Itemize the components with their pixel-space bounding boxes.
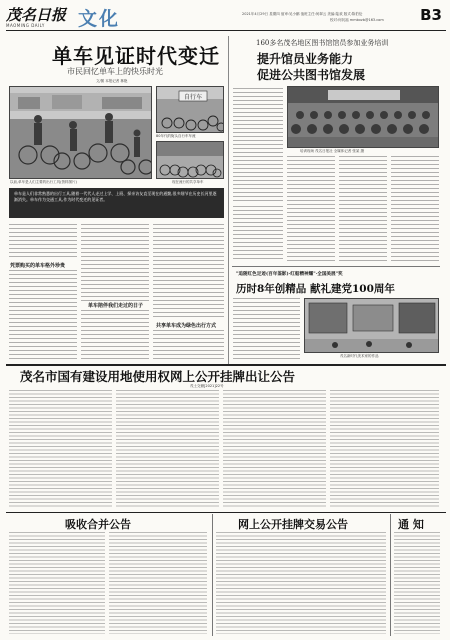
- library-training-photo: [287, 86, 439, 148]
- section-separator: [6, 364, 446, 366]
- library-body-col-1: [233, 88, 283, 202]
- library-headline-2: 促进公共图书馆发展: [257, 68, 366, 82]
- column-divider: [228, 36, 229, 364]
- merger-notice-col-2: [109, 532, 207, 634]
- library-body-col-1b: [233, 206, 283, 262]
- section-title: 文化: [78, 8, 121, 30]
- library-headline-1: 提升馆员业务能力: [257, 52, 354, 66]
- land-notice-title: 茂名市国有建设用地使用权网上公开挂牌出让公告: [20, 369, 296, 384]
- shared-bikes-photo: [156, 141, 224, 179]
- film-kicker: "追随红色足迹(百年鉴影)·红船精神耀"·全国美展"奖: [236, 272, 343, 277]
- trading-notice-body: [216, 532, 386, 634]
- bike-traffic-photo: [156, 86, 224, 133]
- paper-name: 茂名日报: [6, 6, 67, 24]
- lead-callout: [9, 188, 224, 218]
- shared-bikes-illustration: [157, 142, 224, 179]
- library-photo-caption: 培训现场 茂名日报社 全媒体记者 张某 摄: [300, 149, 364, 153]
- library-rule: [232, 266, 440, 267]
- lead-subheadline: 市民回忆单车上的快乐时光: [67, 67, 163, 76]
- lead-byline: 文/图 本报记者 林艳: [96, 79, 128, 83]
- library-body-col-4: [391, 156, 439, 262]
- land-notice-col-3: [223, 390, 326, 508]
- library-body-col-2: [287, 156, 335, 262]
- lead-subsection-1: 凭票购买的单车格外珍贵: [10, 263, 66, 269]
- land-notice-col-2: [116, 390, 219, 508]
- page-label: B3: [420, 6, 442, 24]
- svg-text:自行车: 自行车: [183, 94, 203, 101]
- lead-body-col-3a: [153, 224, 224, 320]
- lead-subsection-2: 单车陪伴我们走过的日子: [88, 303, 144, 309]
- lead-callout-text: 单车是人们非常熟悉的出行工具,随着一代代人走过上学、上班、探亲访友直至现在的通勤,很多细节在历史长河里逐渐消失。单车作为交通工具,作为时代变迁的见证者。: [14, 191, 217, 202]
- film-body-col-1: [233, 298, 300, 362]
- paper-pinyin: MAOMING DAILY: [6, 23, 45, 28]
- date-line: 2021年4月29日 星期四 值审:吴小鹏 值班主任:何翠云 美编:陆欢 版式:陈伯伦: [242, 12, 363, 16]
- lead-body-col-2b: [81, 310, 149, 362]
- merger-notice: [9, 514, 209, 636]
- trading-notice: [216, 514, 388, 636]
- land-notice-col-4: [330, 390, 439, 508]
- bicycles-scene-illustration: [10, 87, 152, 179]
- film-headline: 历时8年创精品 献礼建党100周年: [236, 283, 395, 295]
- merger-notice-title: 吸收合并公告: [65, 518, 131, 531]
- art-photo-caption: 茂名新时代美术家的作品: [340, 354, 379, 358]
- bottom-divider-1: [212, 514, 213, 636]
- traffic-scene-illustration: [157, 87, 224, 133]
- general-notice-title: 通 知: [398, 518, 424, 531]
- lead-body-col-1a: [9, 224, 77, 260]
- photo-caption-1: 以前,单车是人们主要的出行工具(资料图片): [10, 180, 77, 184]
- land-notice-subtitle: 茂土交储[2021]22号: [190, 384, 224, 388]
- masthead-rule: [6, 30, 446, 31]
- land-notice-col-1: [9, 390, 112, 508]
- photo-caption-2: 80年代的街头自行车车流: [156, 134, 196, 138]
- art-exhibit-illustration: [305, 299, 439, 353]
- bottom-divider-2: [390, 514, 391, 636]
- photo-caption-3: 现在流行的共享单车: [172, 180, 204, 184]
- lead-subsection-3: 共享单车成为绿色出行方式: [156, 323, 217, 329]
- old-bicycles-photo: [9, 86, 152, 179]
- art-exhibit-photo: [304, 298, 439, 353]
- merger-notice-col-1: [9, 532, 105, 634]
- general-notice-body: [394, 532, 440, 634]
- notice-separator: [6, 512, 446, 513]
- lead-headline: 单车见证时代变迁: [52, 44, 220, 68]
- library-body-col-3: [339, 156, 387, 262]
- auditorium-illustration: [288, 87, 439, 148]
- email-line: 校对:何钊福 mmbxzb@163.com: [330, 18, 384, 22]
- general-notice: [394, 514, 442, 636]
- lead-body-col-1b: [9, 270, 77, 362]
- lead-body-col-3b: [153, 330, 224, 362]
- lead-body-col-2a: [81, 224, 149, 302]
- trading-notice-title: 网上公开挂牌交易公告: [238, 518, 348, 531]
- library-kicker: 160多名茂名地区图书馆馆员参加业务培训: [256, 39, 389, 47]
